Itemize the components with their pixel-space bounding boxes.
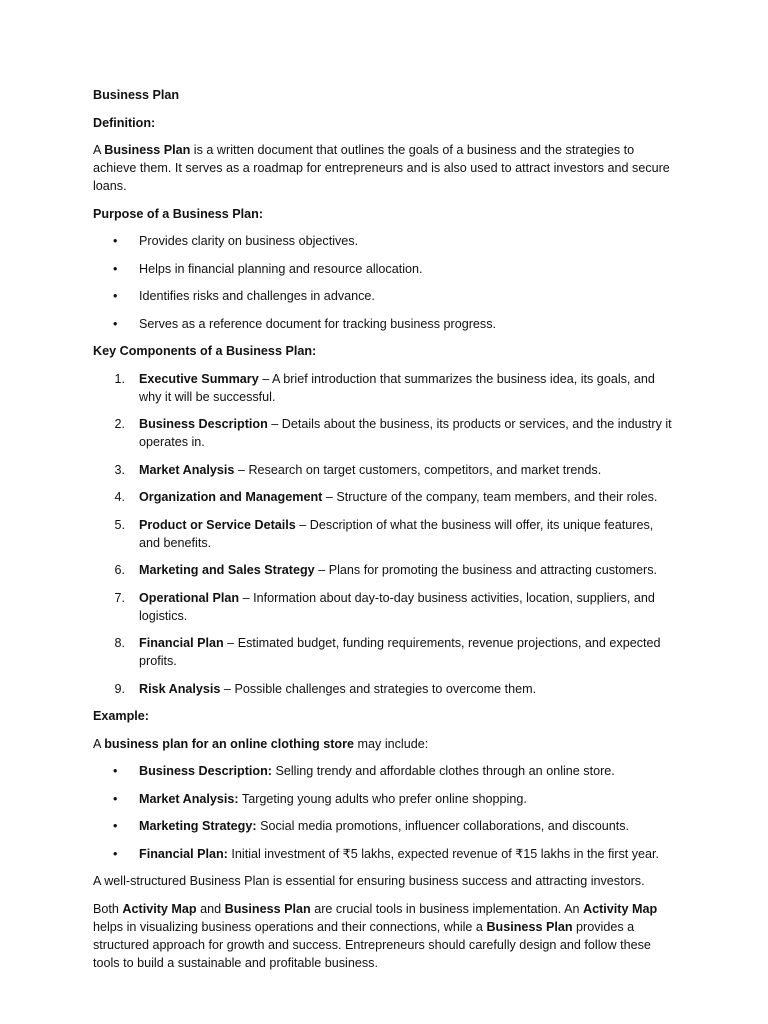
list-number: 9. [114,681,125,696]
purpose-heading: Purpose of a Business Plan: [93,206,264,221]
bullet-icon: • [113,846,118,861]
text-run: helps in visualizing business operations and their connections, while a [93,919,487,934]
components-heading: Key Components of a Business Plan: [93,344,317,358]
conclusion-paragraph [93,900,673,972]
example-list [93,762,673,863]
bullet-icon: • [113,316,118,331]
component-list-item [93,634,673,670]
purpose-list-item [93,260,673,278]
text-run: are crucial tools in business implementation. An [310,901,584,916]
example-list-item [93,762,673,780]
component-term: Marketing and Sales Strategy [139,563,315,577]
bullet-icon: • [113,791,118,806]
bullet-icon: • [113,261,118,276]
component-term: Risk Analysis [139,681,221,696]
example-list-item [93,845,673,863]
component-description: – Estimated budget, funding requirements, revenue projections, and expected profits. [139,636,661,668]
list-number: 3. [114,462,125,477]
component-description: – A brief introduction that summarizes the business idea, its goals, and why it will be successful. [139,371,655,404]
component-term: Product or Service Details [139,517,296,532]
components-list [93,370,673,698]
component-description: – Research on target customers, competitors, and market trends. [234,462,602,477]
text-run: A [93,736,105,751]
example-description: Targeting young adults who prefer online shopping. [238,791,527,806]
component-list-item [93,589,673,625]
list-item-text: Identifies risks and challenges in advance. [139,289,375,303]
text-run: Business Plan [224,901,311,916]
list-number: 8. [114,636,125,650]
example-term: Business Description: [139,764,272,778]
text-run: Both [93,901,123,916]
component-description: – Plans for promoting the business and attracting customers. [314,563,657,577]
component-description: – Information about day-to-day business activities, location, suppliers, and logistics. [139,590,655,623]
component-list-item [93,488,673,506]
definition-heading: Definition: [93,115,156,130]
component-term: Operational Plan [139,590,240,605]
example-term: Marketing Strategy: [139,819,257,833]
purpose-list-item [93,232,673,250]
example-heading: Example: [93,709,149,723]
component-term: Financial Plan [139,636,224,650]
bullet-icon: • [113,289,118,303]
list-item-text: Provides clarity on business objectives. [139,234,359,248]
text-run: Activity Map [122,901,197,916]
component-term: Executive Summary [139,371,259,386]
list-number: 5. [114,517,125,532]
example-list-item [93,790,673,808]
component-list-item [93,415,673,451]
example-term: Market Analysis: [139,791,239,806]
purpose-list [93,232,673,333]
definition-paragraph [93,141,673,195]
text-run: provides a structured approach for growth and success. Entrepreneurs should carefully design and follow these tools to build a sustainable and profitable business. [93,919,651,970]
list-item-text: Serves as a reference document for tracking business progress. [139,316,496,331]
component-description: – Details about the business, its products or services, and the industry it operates in. [139,417,672,449]
purpose-list-item [93,287,673,305]
summary-paragraph: A well-structured Business Plan is essential for ensuring business success and attracting investors. [93,874,645,888]
example-description: Selling trendy and affordable clothes through an online store. [271,764,615,778]
bullet-icon: • [113,819,118,833]
example-intro [93,735,673,753]
text-run: Activity Map [583,901,658,916]
example-description: Social media promotions, influencer collaborations, and discounts. [256,819,629,833]
example-description: Initial investment of ₹5 lakhs, expected revenue of ₹15 lakhs in the first year. [227,846,660,861]
list-number: 1. [114,371,125,386]
text-run: is a written document that outlines the goals of a business and the strategies to achieve them. It serves as a roadmap for entrepreneurs and is also used to attract investors and secure loans. [93,143,670,193]
text-run: business plan for an online clothing store [104,736,355,751]
component-description: – Description of what the business will offer, its unique features, and benefits. [139,517,654,550]
document-title: Business Plan [93,88,180,102]
list-number: 2. [114,417,125,431]
text-run: and [196,901,225,916]
component-list-item [93,370,673,406]
text-run: Business Plan [486,919,573,934]
text-run: A [93,143,105,157]
example-list-item [93,817,673,835]
component-list-item [93,561,673,579]
bullet-icon: • [113,234,118,248]
text-run: may include: [354,736,429,751]
bullet-icon: • [113,764,118,778]
list-item-text: Helps in financial planning and resource allocation. [139,261,423,276]
text-run: Business Plan [104,143,191,157]
component-list-item [93,516,673,552]
component-list-item [93,680,673,698]
example-term: Financial Plan: [139,846,228,861]
purpose-list-item [93,315,673,333]
list-number: 7. [114,590,125,605]
component-term: Organization and Management [139,490,323,504]
document-body [93,86,673,981]
component-description: – Possible challenges and strategies to overcome them. [220,681,537,696]
component-term: Market Analysis [139,462,235,477]
component-description: – Structure of the company, team members, and their roles. [322,490,658,504]
component-term: Business Description [139,417,268,431]
list-number: 4. [114,490,125,504]
component-list-item [93,461,673,479]
list-number: 6. [114,563,125,577]
